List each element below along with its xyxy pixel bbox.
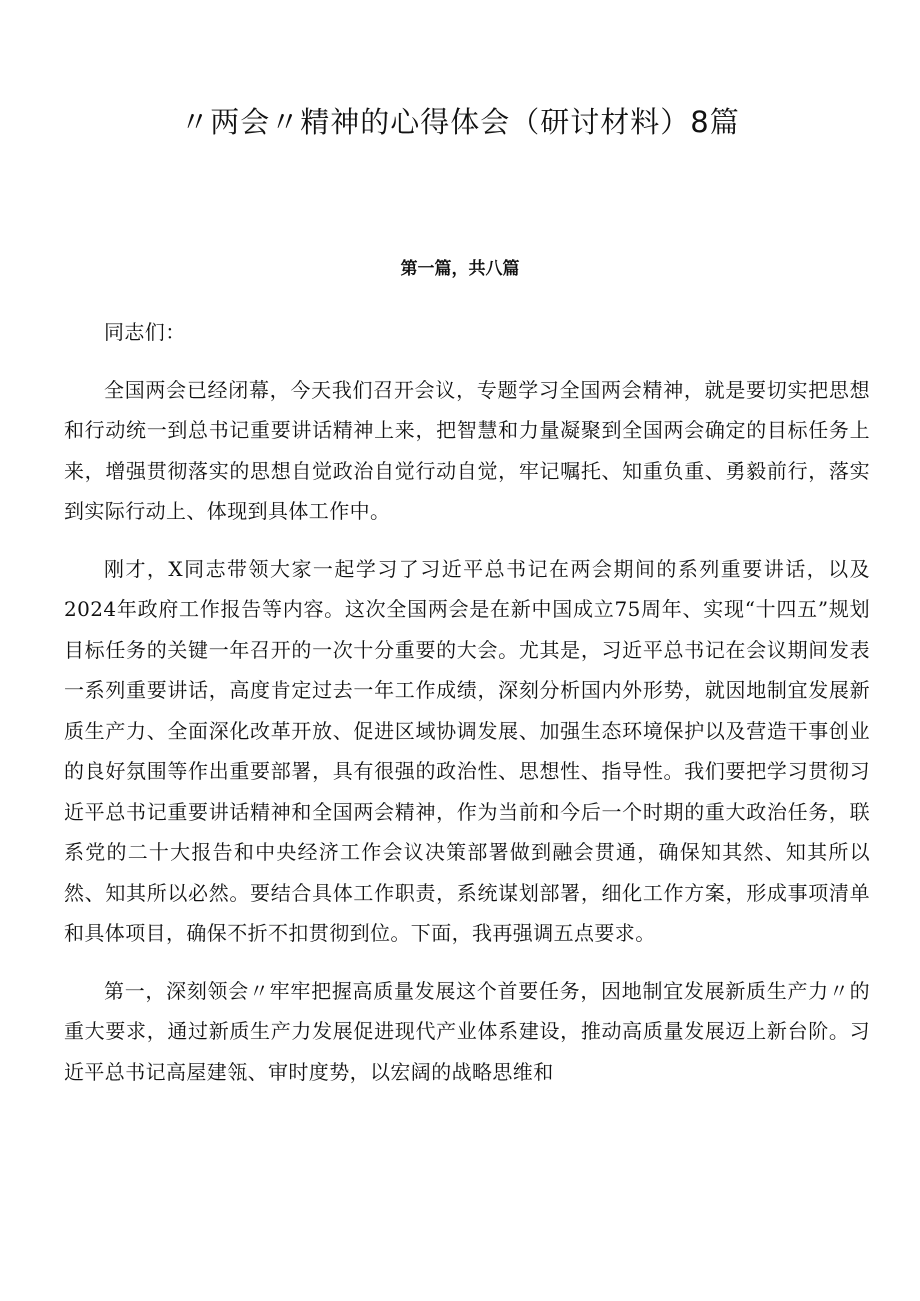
document-title: 〃两会〃精神的心得体会（研讨材料）8篇 [180,105,740,139]
section-heading: 第一篇，共八篇 [400,259,520,279]
document-body [64,312,870,1109]
paragraph-3: 第一，深刻领会〃牢牢把握高质量发展这个首要任务，因地制宜发展新质生产力〃的重大要求，通过新质生产力发展促进现代产业体系建设，推动高质量发展迈上新台阶。习近平总书记高屋建瓴、审时度势，以宏阔的战略思维和 [64,978,870,1084]
paragraph-2: 刚才，X同志带领大家一起学习了习近平总书记在两会期间的系列重要讲话，以及2024年政府工作报告等内容。这次全国两会是在新中国成立75周年、实现“十四五”规划目标任务的关键一年召开的一次十分重要的大会。尤其是，习近平总书记在会议期间发表一系列重要讲话，高度肯定过去一年工作成绩，深刻分析国内外形势，就因地制宜发展新质生产力、全面深化改革开放、促进区域协调发展、加强生态环境保护以及营造干事创业的良好氛围等作出重要部署，具有很强的政治性、思想性、指导性。我们要把学习贯彻习近平总书记重要讲话精神和全国两会精神，作为当前和今后一个时期的重大政治任务，联系党的二十大报告和中央经济工作会议决策部署做到融会贯通，确保知其然、知其所以然、知其所以必然。要结合具体工作职责，系统谋划部署，细化工作方案，形成事项清单和具体项目，确保不折不扣贯彻到位。下面，我再强调五点要求。 [64,556,870,945]
paragraph-1: 全国两会已经闭幕，今天我们召开会议，专题学习全国两会精神，就是要切实把思想和行动统一到总书记重要讲话精神上来，把智慧和力量凝聚到全国两会确定的目标任务上来，增强贯彻落实的思想自觉政治自觉行动自觉，牢记嘱托、知重负重、勇毅前行，落实到实际行动上、体现到具体工作中。 [64,377,870,523]
salutation: 同志们： [104,320,186,344]
